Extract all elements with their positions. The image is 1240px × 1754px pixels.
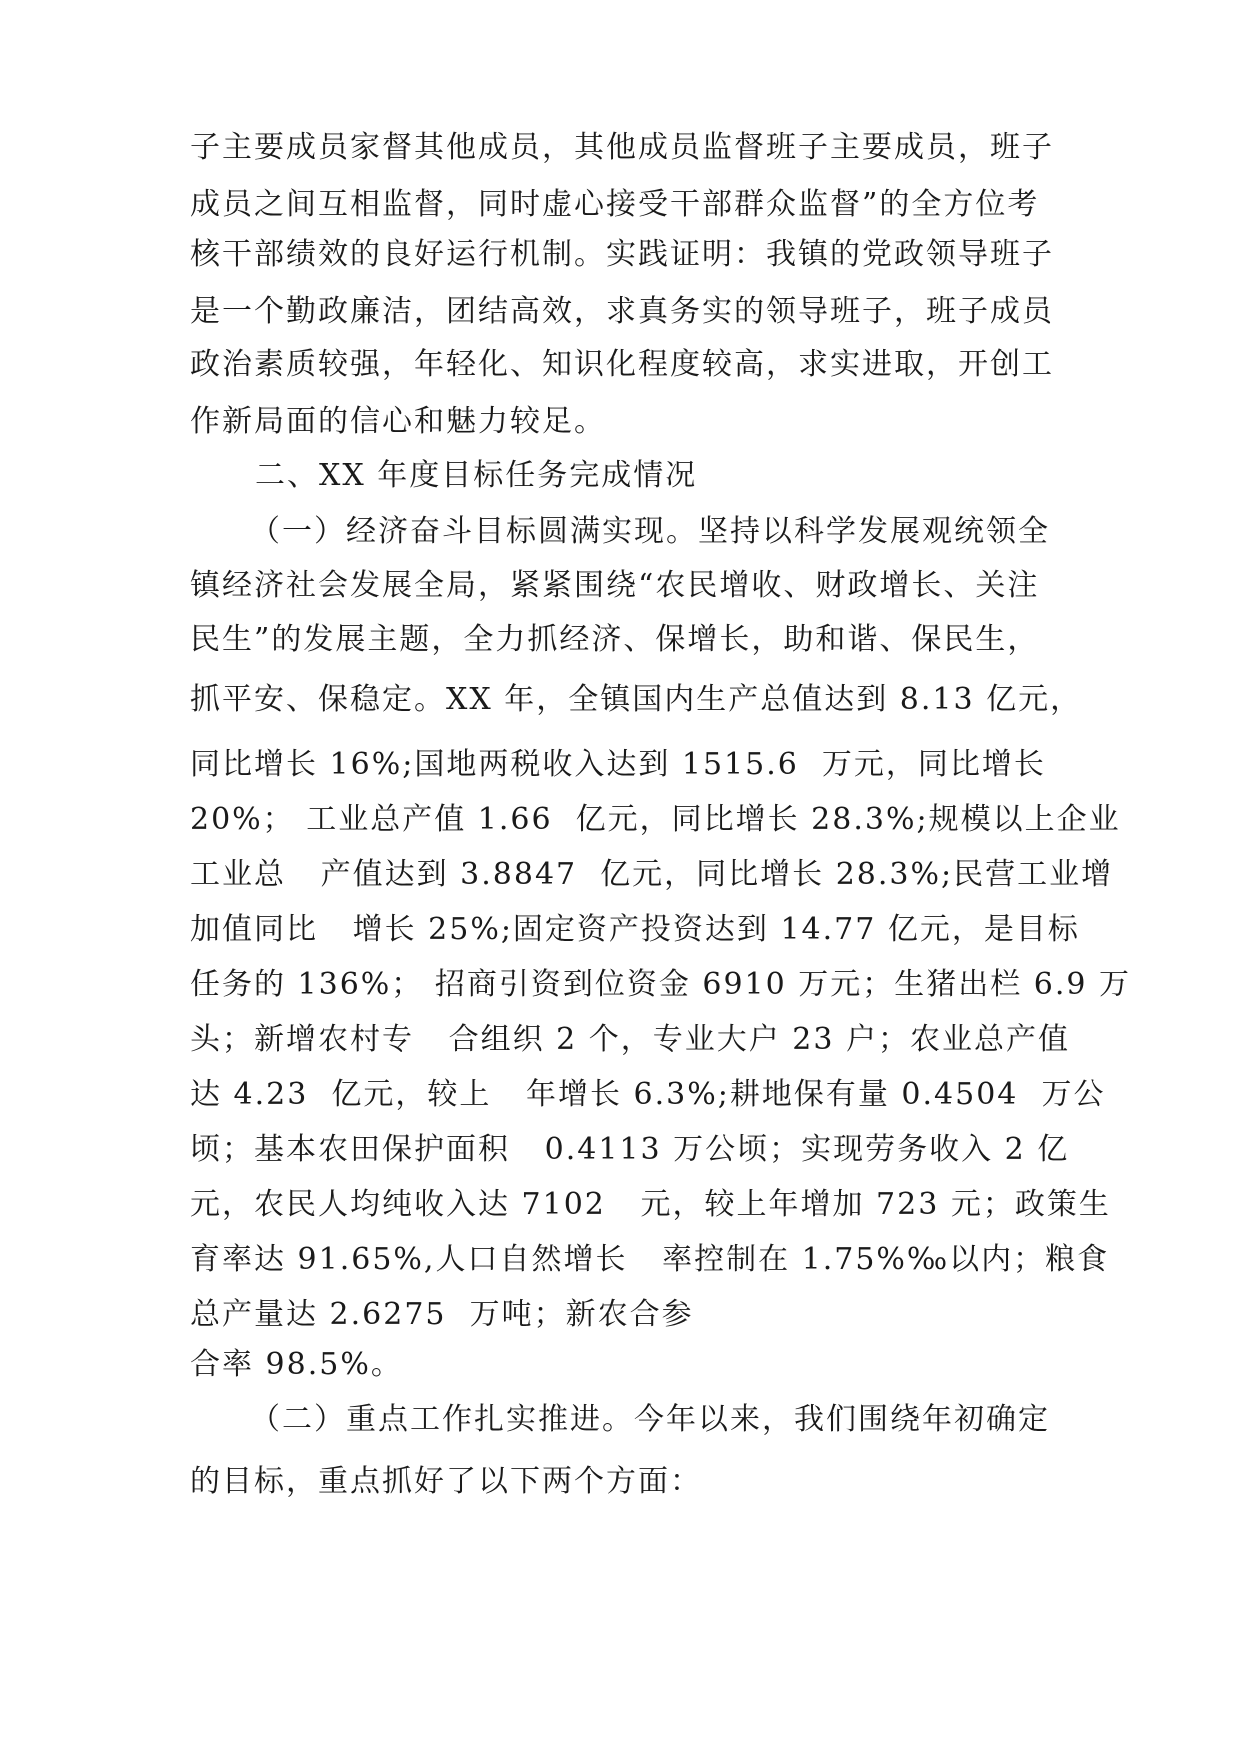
paragraph-line: 核干部绩效的良好运行机制。实践证明：我镇的党政领导班子 (190, 237, 1054, 272)
paragraph-line: 元，农民人均纯收入达 7102 元，较上年增加 723 元；政策生 (190, 1187, 1111, 1222)
paragraph-line: 头；新增农村专 合组织 2 个，专业大户 23 户；农业总产值 (190, 1022, 1071, 1057)
paragraph-line: 顷；基本农田保护面积 0.4113 万公顷；实现劳务收入 2 亿 (190, 1132, 1070, 1167)
paragraph-line: 民生”的发展主题，全力抓经济、保增长，助和谐、保民生， (190, 622, 1040, 657)
paragraph-line: （一）经济奋斗目标圆满实现。坚持以科学发展观统领全 (250, 514, 1050, 549)
paragraph-line: （二）重点工作扎实推进。今年以来，我们围绕年初确定 (250, 1402, 1050, 1437)
paragraph-line: 的目标，重点抓好了以下两个方面： (190, 1464, 702, 1499)
paragraph-line: 抓平安、保稳定。XX 年，全镇国内生产总值达到 8.13 亿元， (190, 682, 1083, 717)
paragraph-line: 是一个勤政廉洁，团结高效，求真务实的领导班子，班子成员 (190, 294, 1054, 329)
paragraph-line: 同比增长 16%;国地两税收入达到 1515.6 万元，同比增长 (190, 747, 1046, 782)
paragraph-line: 政治素质较强，年轻化、知识化程度较高，求实进取，开创工 (190, 347, 1054, 382)
paragraph-line: 子主要成员家督其他成员，其他成员监督班子主要成员，班子 (190, 130, 1054, 165)
paragraph-line: 成员之间互相监督，同时虚心接受干部群众监督”的全方位考 (190, 187, 1040, 222)
paragraph-line: 20%； 工业总产值 1.66 亿元，同比增长 28.3%;规模以上企业 (190, 802, 1121, 837)
section-heading: 二、XX 年度目标任务完成情况 (255, 458, 698, 493)
paragraph-line: 任务的 136%； 招商引资到位资金 6910 万元；生猪出栏 6.9 万 (190, 967, 1132, 1002)
paragraph-line: 总产量达 2.6275 万吨；新农合参 (190, 1297, 694, 1332)
paragraph-line: 镇经济社会发展全局，紧紧围绕“农民增收、财政增长、关注 (190, 568, 1040, 603)
paragraph-line: 作新局面的信心和魅力较足。 (190, 404, 606, 439)
paragraph-line: 达 4.23 亿元，较上 年增长 6.3%;耕地保有量 0.4504 万公 (190, 1077, 1106, 1112)
paragraph-line: 育率达 91.65%,人口自然增长 率控制在 1.75%‰以内；粮食 (190, 1242, 1110, 1277)
paragraph-line: 加值同比 增长 25%;固定资产投资达到 14.77 亿元，是目标 (190, 912, 1080, 947)
paragraph-line: 合率 98.5%。 (190, 1347, 403, 1382)
paragraph-line: 工业总 产值达到 3.8847 亿元，同比增长 28.3%;民营工业增 (190, 857, 1114, 892)
